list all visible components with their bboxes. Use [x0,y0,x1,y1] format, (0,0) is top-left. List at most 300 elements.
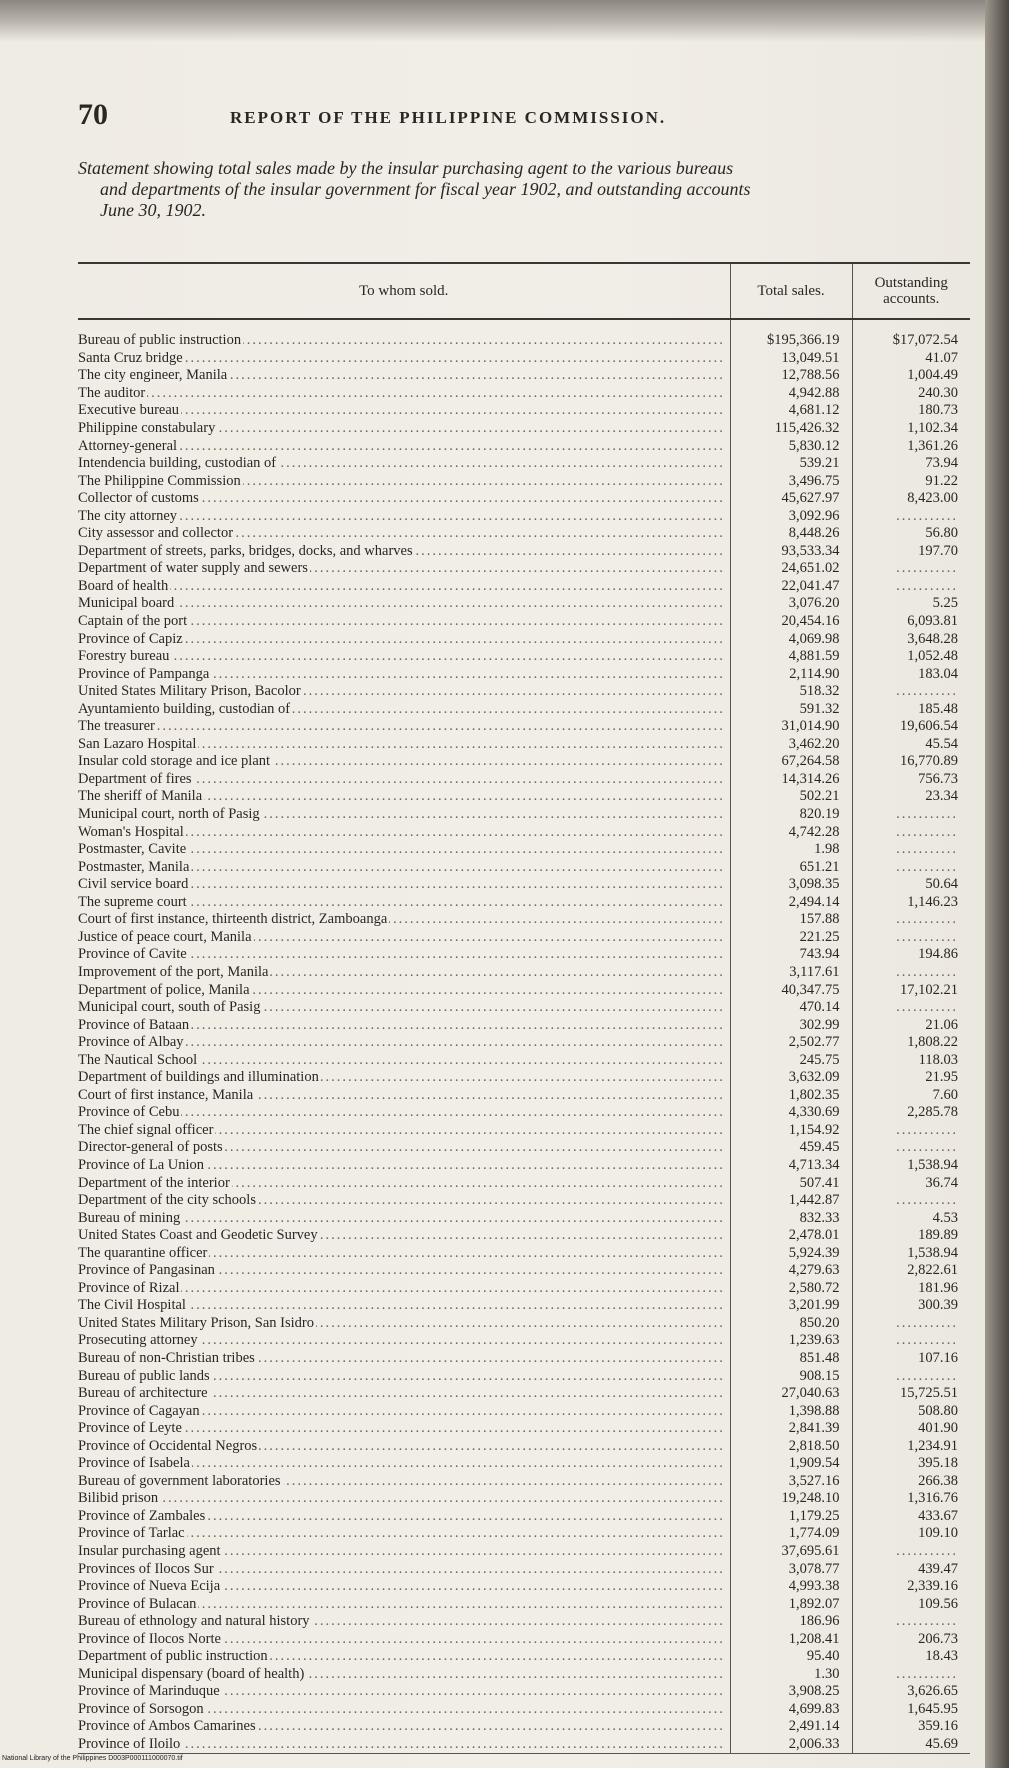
recipient-name: Santa Cruz bridge [78,349,183,366]
recipient-name: Province of Capiz [78,630,183,647]
table-row [78,1157,970,1175]
total-sales-cell: 1,398.88 [730,1402,852,1420]
outstanding-cell: 183.04 [852,665,970,683]
caption-line: and departments of the insular government for fiscal year 1902, and outstanding accounts [100,179,751,199]
recipient-cell [78,929,730,947]
table-row [78,1560,970,1578]
outstanding-cell: ........... [852,1543,970,1561]
recipient-cell [78,771,730,789]
total-sales-cell: 3,908.25 [730,1683,852,1701]
total-sales-cell: 3,117.61 [730,964,852,982]
recipient-cell [78,1560,730,1578]
recipient-cell [78,964,730,982]
recipient-name: Province of Zambales [78,1507,206,1524]
recipient-cell [78,1736,730,1754]
total-sales-cell: 1,179.25 [730,1508,852,1526]
outstanding-cell: 23.34 [852,788,970,806]
total-sales-cell: 3,496.75 [730,472,852,490]
table-row [78,894,970,912]
table-row [78,1473,970,1491]
outstanding-cell: 109.10 [852,1525,970,1543]
recipient-name: Province of Cavite [78,946,187,963]
outstanding-cell: 21.06 [852,1016,970,1034]
total-sales-cell: 459.45 [730,1139,852,1157]
outstanding-cell: ........... [852,1613,970,1631]
table-row [78,1209,970,1227]
table-row [78,578,970,596]
outstanding-cell: ........... [852,823,970,841]
recipient-cell [78,999,730,1017]
outstanding-cell: ........... [852,911,970,929]
recipient-name: Province of Cagayan [78,1402,200,1419]
recipient-name: Department of water supply and sewers [78,560,308,577]
recipient-cell [78,437,730,455]
outstanding-cell: ........... [852,560,970,578]
table-row [78,472,970,490]
table-row [78,1683,970,1701]
total-sales-cell: 850.20 [730,1315,852,1333]
outstanding-cell: ........... [852,964,970,982]
recipient-name: Ayuntamiento building, custodian of [78,700,291,717]
recipient-name: The city attorney [78,507,178,524]
recipient-cell [78,1578,730,1596]
table-row [78,543,970,561]
recipient-name: The Civil Hospital [78,1297,186,1314]
total-sales-cell: 19,248.10 [730,1490,852,1508]
recipient-cell [78,858,730,876]
recipient-name: Province of Rizal [78,1279,180,1296]
table-row [78,595,970,613]
recipient-cell [78,806,730,824]
recipient-name: Municipal court, south of Pasig [78,999,261,1016]
recipient-cell [78,455,730,473]
recipient-name: Province of Bulacan [78,1595,197,1612]
recipient-cell [78,1174,730,1192]
recipient-cell [78,1648,730,1666]
total-sales-cell: 1,802.35 [730,1087,852,1105]
recipient-cell [78,1402,730,1420]
total-sales-cell: 1,892.07 [730,1595,852,1613]
caption-line: Statement showing total sales made by the insular purchasing agent to the various bureaus [78,158,734,178]
recipient-cell [78,1508,730,1526]
table-row [78,1578,970,1596]
outstanding-cell: ........... [852,806,970,824]
table-row [78,911,970,929]
recipient-name: United States Military Prison, Bacolor [78,683,301,700]
recipient-name: Province of Bataan [78,1016,190,1033]
recipient-cell [78,876,730,894]
outstanding-cell: $17,072.54 [852,319,970,350]
total-sales-cell: 591.32 [730,700,852,718]
recipient-cell [78,1104,730,1122]
recipient-cell [78,1087,730,1105]
recipient-cell [78,1069,730,1087]
recipient-name: Executive bureau [78,402,180,419]
recipient-name: Provinces of Ilocos Sur [78,1560,214,1577]
table-row [78,1437,970,1455]
total-sales-cell: 539.21 [730,455,852,473]
recipient-name: Province of La Union [78,1156,205,1173]
total-sales-cell: 3,462.20 [730,736,852,754]
recipient-cell [78,578,730,596]
total-sales-cell: 2,491.14 [730,1718,852,1736]
recipient-cell [78,385,730,403]
recipient-name: The city engineer, Manila [78,367,228,384]
total-sales-cell: 245.75 [730,1051,852,1069]
table-row [78,525,970,543]
recipient-cell [78,1315,730,1333]
total-sales-cell: 832.33 [730,1209,852,1227]
outstanding-cell: 433.67 [852,1508,970,1526]
outstanding-cell: 19,606.54 [852,718,970,736]
recipient-cell [78,525,730,543]
recipient-cell [78,718,730,736]
outstanding-cell: 56.80 [852,525,970,543]
recipient-name: Postmaster, Cavite [78,841,187,858]
recipient-name: The Nautical School [78,1051,198,1068]
total-sales-cell: 95.40 [730,1648,852,1666]
recipient-name: Municipal court, north of Pasig [78,806,260,823]
outstanding-cell: ........... [852,1139,970,1157]
recipient-cell [78,613,730,631]
outstanding-cell: 1,052.48 [852,648,970,666]
recipient-name: Collector of customs [78,490,199,507]
total-sales-cell: 908.15 [730,1367,852,1385]
outstanding-cell: 266.38 [852,1473,970,1491]
recipient-name: City assessor and collector [78,525,234,542]
table-row [78,613,970,631]
table-row [78,700,970,718]
outstanding-cell: 109.56 [852,1595,970,1613]
total-sales-cell: 820.19 [730,806,852,824]
page-number: 70 [78,98,108,131]
table-row [78,630,970,648]
total-sales-cell: 8,448.26 [730,525,852,543]
recipient-cell [78,1613,730,1631]
outstanding-cell: 41.07 [852,350,970,368]
recipient-name: The treasurer [78,718,155,735]
outstanding-cell: 189.89 [852,1227,970,1245]
recipient-name: Improvement of the port, Manila [78,963,269,980]
total-sales-cell: 1,239.63 [730,1332,852,1350]
table-row [78,560,970,578]
recipient-cell [78,648,730,666]
table-row [78,1490,970,1508]
table-header-row [78,263,970,319]
table-row [78,402,970,420]
outstanding-cell: 508.80 [852,1402,970,1420]
recipient-name: Province of Ilocos Norte [78,1630,221,1647]
outstanding-cell: 73.94 [852,455,970,473]
table-row [78,1350,970,1368]
table-row [78,1087,970,1105]
recipient-cell [78,736,730,754]
total-sales-cell: 3,201.99 [730,1297,852,1315]
total-sales-cell: 186.96 [730,1613,852,1631]
recipient-name: Department of police, Manila [78,981,250,998]
outstanding-cell: 1,316.76 [852,1490,970,1508]
total-sales-cell: 1,774.09 [730,1525,852,1543]
total-sales-cell: 3,632.09 [730,1069,852,1087]
outstanding-cell: 36.74 [852,1174,970,1192]
recipient-cell [78,981,730,999]
table-row [78,319,970,350]
table-row [78,1595,970,1613]
recipient-cell [78,1332,730,1350]
total-sales-cell: 507.41 [730,1174,852,1192]
recipient-cell [78,1051,730,1069]
header-outstanding: Outstanding accounts. [852,263,970,319]
recipient-cell [78,700,730,718]
total-sales-cell: 13,049.51 [730,350,852,368]
total-sales-cell: 4,279.63 [730,1262,852,1280]
total-sales-cell: 3,076.20 [730,595,852,613]
recipient-cell [78,1157,730,1175]
recipient-cell [78,946,730,964]
recipient-name: Province of Iloilo [78,1736,181,1753]
total-sales-cell: 2,818.50 [730,1437,852,1455]
table-row [78,1543,970,1561]
recipient-cell [78,1718,730,1736]
recipient-name: Department of the city schools [78,1192,256,1209]
recipient-cell [78,1244,730,1262]
total-sales-cell: 743.94 [730,946,852,964]
outstanding-cell: 45.54 [852,736,970,754]
outstanding-cell: ........... [852,841,970,859]
table-row [78,718,970,736]
outstanding-cell: 3,626.65 [852,1683,970,1701]
outstanding-cell: 401.90 [852,1420,970,1438]
table-row [78,1174,970,1192]
outstanding-cell: 50.64 [852,876,970,894]
recipient-cell [78,1192,730,1210]
table-row [78,841,970,859]
recipient-cell [78,560,730,578]
outstanding-cell: 240.30 [852,385,970,403]
recipient-cell [78,841,730,859]
total-sales-cell: 2,006.33 [730,1736,852,1754]
table-row [78,1648,970,1666]
table-row [78,1385,970,1403]
total-sales-cell: 40,347.75 [730,981,852,999]
recipient-cell [78,350,730,368]
recipient-cell [78,1034,730,1052]
table-row [78,1069,970,1087]
table-row [78,1420,970,1438]
table-row [78,753,970,771]
recipient-cell [78,1209,730,1227]
outstanding-cell: 2,339.16 [852,1578,970,1596]
table-row [78,1402,970,1420]
total-sales-cell: 5,924.39 [730,1244,852,1262]
total-sales-cell: 851.48 [730,1350,852,1368]
recipient-name: Department of the interior [78,1174,230,1191]
table-row [78,736,970,754]
recipient-cell [78,630,730,648]
scan-footer: National Library of the Philippines D003P000111000070.tif [2,1755,183,1762]
outstanding-cell: 2,285.78 [852,1104,970,1122]
recipient-cell [78,665,730,683]
recipient-name: Court of first instance, thirteenth district, Zamboanga [78,911,388,928]
recipient-cell [78,1595,730,1613]
table-row [78,1525,970,1543]
caption-line: June 30, 1902. [100,200,206,220]
outstanding-cell: ........... [852,858,970,876]
total-sales-cell: 4,942.88 [730,385,852,403]
recipient-cell [78,1473,730,1491]
outstanding-cell: 118.03 [852,1051,970,1069]
recipient-name: Province of Albay [78,1034,184,1051]
recipient-cell [78,753,730,771]
recipient-name: San Lazaro Hospital [78,735,197,752]
recipient-name: Philippine constabulary [78,420,216,436]
outstanding-cell: ........... [852,1122,970,1140]
recipient-name: Province of Marinduque [78,1683,220,1700]
recipient-cell [78,823,730,841]
recipient-name: Attorney-general [78,437,178,454]
recipient-name: Municipal board [78,595,175,612]
table-row [78,665,970,683]
total-sales-cell: 3,527.16 [730,1473,852,1491]
recipient-name: Province of Leyte [78,1420,182,1437]
table-row [78,1139,970,1157]
recipient-name: The quarantine officer [78,1244,208,1261]
table-row [78,1613,970,1631]
recipient-cell [78,420,730,438]
recipient-name: The supreme court [78,893,187,910]
recipient-name: Captain of the port [78,613,188,630]
recipient-name: Bureau of government laboratories [78,1472,281,1489]
total-sales-cell: 4,330.69 [730,1104,852,1122]
outstanding-cell: 756.73 [852,771,970,789]
recipient-name: Department of fires [78,770,192,787]
table-row [78,1280,970,1298]
outstanding-cell: 17,102.21 [852,981,970,999]
table-row [78,648,970,666]
total-sales-cell: 1.30 [730,1666,852,1684]
outstanding-cell: 359.16 [852,1718,970,1736]
outstanding-cell: ........... [852,683,970,701]
recipient-name: Woman's Hospital [78,823,184,840]
recipient-name: Department of streets, parks, bridges, docks, and wharves [78,542,413,559]
total-sales-cell: 4,699.83 [730,1701,852,1719]
recipient-cell [78,472,730,490]
recipient-cell [78,1630,730,1648]
recipient-name: United States Coast and Geodetic Survey [78,1227,318,1244]
table-row [78,385,970,403]
table-row [78,490,970,508]
outstanding-cell: 3,648.28 [852,630,970,648]
outstanding-cell: 181.96 [852,1280,970,1298]
outstanding-cell: ........... [852,1192,970,1210]
outstanding-cell: ........... [852,1332,970,1350]
recipient-name: Intendencia building, custodian of [78,455,277,472]
outstanding-cell: 1,645.95 [852,1701,970,1719]
recipient-name: Municipal dispensary (board of health) [78,1665,305,1682]
recipient-cell [78,595,730,613]
table-row [78,1192,970,1210]
table-row [78,367,970,385]
table-row [78,806,970,824]
table-row [78,1051,970,1069]
total-sales-cell: 651.21 [730,858,852,876]
outstanding-cell: 1,004.49 [852,367,970,385]
recipient-name: Province of Sorsogon [78,1700,204,1717]
outstanding-cell: 15,725.51 [852,1385,970,1403]
total-sales-cell: 302.99 [730,1016,852,1034]
table-row [78,1701,970,1719]
running-head: REPORT OF THE PHILIPPINE COMMISSION. [230,108,667,127]
table-row [78,1227,970,1245]
scan-top-shadow [0,0,1009,42]
recipient-name: Prosecuting attorney [78,1332,198,1349]
recipient-name: Province of Isabela [78,1455,190,1472]
recipient-cell [78,1385,730,1403]
outstanding-cell: ........... [852,929,970,947]
recipient-name: Insular purchasing agent [78,1543,221,1559]
table-row [78,1297,970,1315]
table-row [78,1016,970,1034]
total-sales-cell: 3,098.35 [730,876,852,894]
recipient-cell [78,1122,730,1140]
table-row [78,1367,970,1385]
table-row [78,1666,970,1684]
recipient-name: Province of Pangasinan [78,1262,215,1279]
outstanding-cell: 185.48 [852,700,970,718]
total-sales-cell: 45,627.97 [730,490,852,508]
outstanding-cell: ........... [852,1315,970,1333]
outstanding-cell: 2,822.61 [852,1262,970,1280]
outstanding-cell: ........... [852,578,970,596]
recipient-name: Department of buildings and illumination [78,1069,319,1086]
table-row [78,420,970,438]
total-sales-cell: 518.32 [730,683,852,701]
total-sales-cell: 221.25 [730,929,852,947]
total-sales-cell: $195,366.19 [730,319,852,350]
total-sales-cell: 20,454.16 [730,613,852,631]
recipient-cell [78,1350,730,1368]
recipient-cell [78,1490,730,1508]
table-row [78,946,970,964]
outstanding-cell: 1,102.34 [852,420,970,438]
outstanding-cell: ........... [852,999,970,1017]
table-row [78,876,970,894]
outstanding-cell: 206.73 [852,1630,970,1648]
header-total-sales: Total sales. [730,263,852,319]
recipient-name: Justice of peace court, Manila [78,928,252,945]
total-sales-cell: 4,681.12 [730,402,852,420]
table-row [78,1736,970,1754]
recipient-name: The sheriff of Manila [78,788,203,805]
total-sales-cell: 1,909.54 [730,1455,852,1473]
total-sales-cell: 3,078.77 [730,1560,852,1578]
recipient-cell [78,1666,730,1684]
total-sales-cell: 2,494.14 [730,894,852,912]
outstanding-cell: 1,234.91 [852,1437,970,1455]
recipient-cell [78,319,730,350]
outstanding-cell: 91.22 [852,472,970,490]
total-sales-cell: 1,442.87 [730,1192,852,1210]
total-sales-cell: 31,014.90 [730,718,852,736]
total-sales-cell: 3,092.96 [730,507,852,525]
table-row [78,1718,970,1736]
recipient-cell [78,543,730,561]
recipient-name: Insular cold storage and ice plant [78,753,271,770]
total-sales-cell: 1,154.92 [730,1122,852,1140]
recipient-name: Bureau of non-Christian tribes [78,1349,255,1366]
recipient-name: Bureau of ethnology and natural history [78,1613,310,1630]
outstanding-cell: ........... [852,1666,970,1684]
